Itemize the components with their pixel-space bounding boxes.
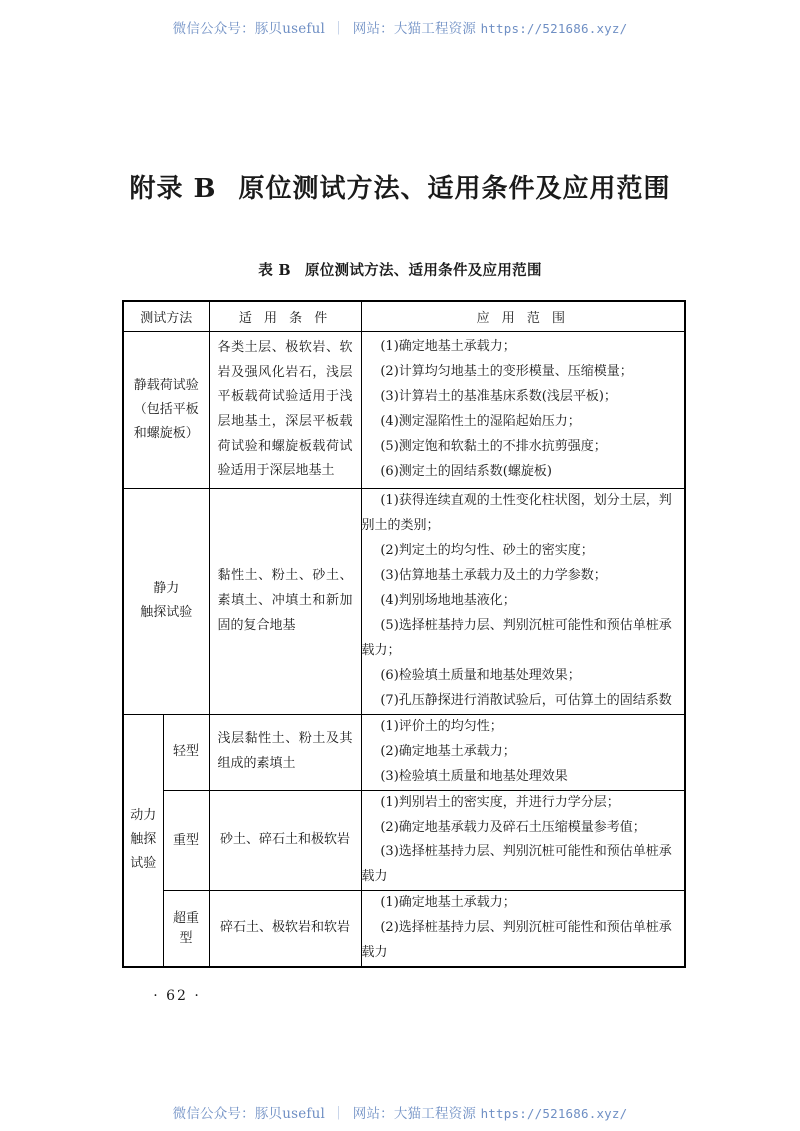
table-header-row: [123, 301, 685, 332]
watermark-separator: ｜: [332, 1106, 346, 1122]
table-row: [123, 790, 685, 891]
subrow-range-heavy: [361, 790, 685, 891]
subrow-type-heavy: 重型: [163, 790, 209, 891]
range-item: (1)评价土的均匀性；: [380, 718, 503, 734]
range-item: (3)检验填土质量和地基处理效果: [380, 768, 568, 784]
row-condition-cpt: 黏性土、粉土、砂土、素填土、冲填土和新加固的复合地基: [209, 489, 361, 715]
watermark-top: [0, 17, 800, 37]
row-method-static-load: 静载荷试验 （包括平板 和螺旋板）: [123, 332, 209, 489]
watermark-wechat-label: 微信公众号：豚贝useful: [172, 21, 326, 37]
range-item: (3)计算岩土的基准基床系数(浅层平板)；: [380, 389, 617, 405]
table-caption-prefix: 表 B: [258, 262, 291, 279]
range-item: (1)确定地基土承载力；: [380, 339, 516, 355]
subrow-type-super-heavy: 超重 型: [163, 891, 209, 967]
watermark-site-label: 网站：大猫工程资源: [352, 1106, 477, 1122]
watermark-url: https://521686.xyz/: [480, 1106, 628, 1121]
range-item: (4)测定湿陷性土的湿陷起始压力；: [380, 414, 581, 430]
watermark-separator: ｜: [332, 21, 346, 37]
page-number: · 62 ·: [153, 988, 201, 1004]
table-row: [123, 332, 685, 489]
range-item: (6)测定土的固结系数(螺旋板): [380, 463, 552, 479]
subrow-condition-heavy: 砂土、碎石土和极软岩: [209, 790, 361, 891]
range-item: (1)获得连续直观的土性变化柱状图，划分土层，判别土的类别；: [361, 493, 672, 534]
page-title: [0, 168, 800, 205]
row-range-cpt: [361, 489, 685, 715]
subrow-range-super-heavy: [361, 891, 685, 967]
row-method-cpt: 静力 触探试验: [123, 489, 209, 715]
subrow-condition-super-heavy: 碎石土、极软岩和软岩: [209, 891, 361, 967]
column-header-range: 应 用 范 围: [361, 301, 685, 332]
range-item: (2)判定土的均匀性、砂土的密实度；: [380, 543, 594, 559]
column-header-condition: 适 用 条 件: [209, 301, 361, 332]
table-caption: [0, 259, 800, 280]
table-row: [123, 489, 685, 715]
watermark-bottom: [0, 1102, 800, 1122]
column-header-method: 测试方法: [123, 301, 209, 332]
subrow-range-light: [361, 714, 685, 790]
range-item: (6)检验填土质量和地基处理效果；: [380, 667, 581, 683]
range-item: (7)孔压静探进行消散试验后，可估算土的固结系数: [380, 692, 672, 708]
range-item: (2)确定地基土承载力；: [380, 743, 516, 759]
subrow-condition-light: 浅层黏性土、粉土及其组成的素填土: [209, 714, 361, 790]
range-item: (1)判别岩土的密实度，并进行力学分层；: [380, 794, 620, 810]
watermark-url: https://521686.xyz/: [480, 21, 628, 36]
table-row: [123, 891, 685, 967]
watermark-wechat-label: 微信公众号：豚贝useful: [172, 1106, 326, 1122]
range-item: (3)估算地基土承载力及土的力学参数；: [380, 567, 607, 583]
range-item: (2)确定地基承载力及碎石土压缩模量参考值；: [380, 819, 646, 835]
table-caption-text: 原位测试方法、适用条件及应用范围: [304, 262, 542, 279]
range-item: (2)选择桩基持力层、判别沉桩可能性和预估单桩承载力: [361, 920, 672, 961]
row-condition-static-load: 各类土层、极软岩、软岩及强风化岩石，浅层平板载荷试验适用于浅层地基土，深层平板载荷试验和螺旋板载荷试验适用于深层地基土: [209, 332, 361, 489]
row-range-static-load: [361, 332, 685, 489]
table-body: [123, 332, 685, 968]
in-situ-test-table: [122, 300, 686, 968]
watermark-site-label: 网站：大猫工程资源: [352, 21, 477, 37]
range-item: (4)判别场地地基液化；: [380, 592, 516, 608]
range-item: (5)测定饱和软黏土的不排水抗剪强度；: [380, 439, 607, 455]
table-row: [123, 714, 685, 790]
subrow-type-light: 轻型: [163, 714, 209, 790]
range-item: (5)选择桩基持力层、判别沉桩可能性和预估单桩承载力；: [361, 617, 672, 658]
appendix-prefix: 附录 B: [129, 174, 217, 204]
row-method-dynamic-penetration: 动力 触探 试验: [123, 714, 163, 967]
range-item: (3)选择桩基持力层、判别沉桩可能性和预估单桩承载力: [361, 844, 672, 885]
range-item: (1)确定地基土承载力；: [380, 895, 516, 911]
in-situ-test-table-container: [122, 300, 684, 968]
appendix-title-text: 原位测试方法、适用条件及应用范围: [238, 174, 671, 204]
range-item: (2)计算均匀地基土的变形模量、压缩模量；: [380, 364, 633, 380]
